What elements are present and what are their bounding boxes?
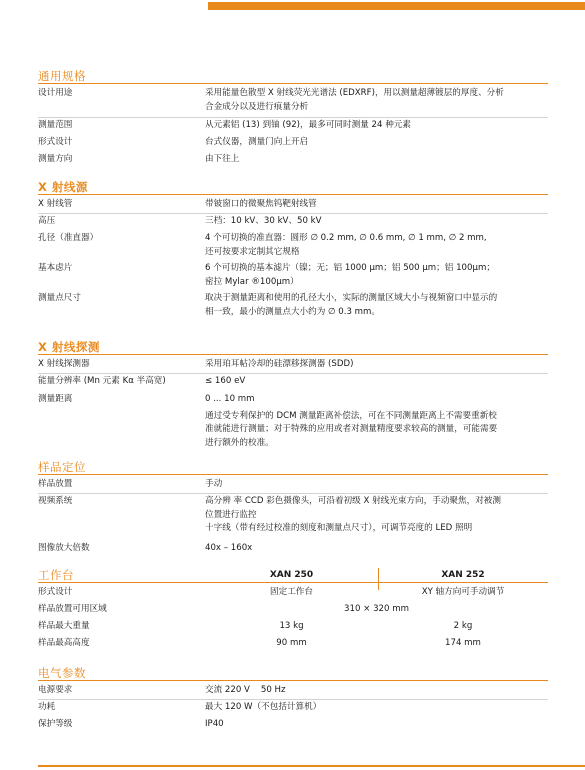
top-accent-bar	[208, 2, 585, 10]
section-general	[38, 69, 548, 170]
spec-label: 测量方向	[38, 154, 73, 164]
spec-label: 样品最高高度	[38, 638, 90, 648]
table-cell: 13 kg	[279, 621, 304, 631]
section-title: X 射线源	[38, 180, 548, 195]
spec-label: X 射线管	[38, 199, 73, 209]
spec-value: 带铍窗口的微聚焦钨靶射线管	[205, 199, 317, 209]
table-cell: 90 mm	[276, 638, 307, 648]
spec-value: 取决于测量距离和使用的孔径大小，实际的测量区域大小与视频窗口中显示的 相一致，最小的测量点大小约为 ∅ 0.3 mm。	[205, 293, 498, 317]
spec-row	[38, 701, 548, 718]
spec-label: 功耗	[38, 702, 56, 712]
table-cell: 310 × 320 mm	[344, 604, 409, 614]
spec-row	[38, 375, 548, 393]
section-xray-source	[38, 180, 548, 322]
spec-row	[38, 87, 548, 117]
spec-value: 6 个可切换的基本滤片（镍；无；铝 1000 μm；铝 500 μm；铝 100μm； 密拉 Mylar ®100μm）	[205, 263, 495, 287]
spec-label: X 射线探测器	[38, 359, 90, 369]
spec-label: 样品最大重量	[38, 621, 90, 631]
spec-value: 由下往上	[205, 154, 240, 164]
spec-value: 手动	[205, 479, 223, 489]
spec-value: IP40	[205, 719, 224, 729]
spec-row	[38, 119, 548, 136]
spec-label: 测量距离	[38, 394, 73, 404]
bottom-accent-line	[38, 765, 585, 767]
spec-row	[38, 542, 548, 557]
spec-row	[38, 215, 548, 232]
spec-value: 最大 120 W（不包括计算机）	[205, 702, 322, 712]
section-worktable	[38, 568, 548, 652]
table-row	[38, 601, 548, 618]
spec-row	[38, 262, 548, 292]
spec-row	[38, 358, 548, 373]
spec-label: 测量点尺寸	[38, 293, 81, 303]
spec-label: 测量范围	[38, 120, 73, 130]
spec-label: 能量分辨率 (Mn 元素 Kα 半高宽)	[38, 376, 166, 386]
table-cell: XY 轴方向可手动调节	[421, 587, 505, 597]
spec-value: 0 ... 10 mm 通过受专利保护的 DCM 测量距离补偿法，可在不同测量距离上不需要重新校 准就能进行测量；对于特殊的应用或者对测量精度要求较高的测量，可能需要 进行额外的校准。	[205, 394, 498, 448]
spec-row	[38, 718, 548, 735]
spec-value: 采用珀耳帖冷却的硅漂移探测器 (SDD)	[205, 359, 354, 369]
column-header-xan252: XAN 252	[441, 570, 485, 580]
spec-row	[38, 153, 548, 170]
spec-label: 高压	[38, 216, 56, 226]
table-row	[38, 618, 548, 635]
worktable-header	[38, 568, 548, 583]
table-row	[38, 584, 548, 601]
spec-label: 形式设计	[38, 587, 73, 597]
section-sample	[38, 460, 548, 557]
section-title: 样品定位	[38, 460, 548, 475]
spec-value: 三档：10 kV、30 kV、50 kV	[205, 216, 322, 226]
spec-value: 从元素铝 (13) 到铀 (92)，最多可同时测量 24 种元素	[205, 120, 411, 130]
spec-label: 孔径（准直器）	[38, 233, 99, 243]
spec-value: ≤ 160 eV	[205, 376, 246, 386]
spec-label: 形式设计	[38, 137, 73, 147]
column-header-xan250: XAN 250	[269, 570, 314, 580]
spec-row	[38, 136, 548, 153]
table-cell: 固定工作台	[270, 587, 313, 597]
spec-value: 4 个可切换的准直器：圆形 ∅ 0.2 mm, ∅ 0.6 mm, ∅ 1 mm, ∅ 2 mm, 还可按要求定制其它规格	[205, 233, 487, 257]
spec-label: 样品放置可用区域	[38, 604, 107, 614]
spec-value: 高分辨 率 CCD 彩色摄像头，可沿着初级 X 射线光束方向，手动聚焦，对被测 位置进行监控 十字线（带有经过校准的刻度和测量点尺寸），可调节亮度的 LED 照明	[205, 496, 501, 533]
spec-label: 设计用途	[38, 88, 73, 98]
table-row	[38, 635, 548, 652]
spec-row	[38, 292, 548, 322]
spec-value: 台式仪器，测量门向上开启	[205, 137, 309, 147]
spec-row	[38, 495, 548, 542]
section-title: 工作台	[38, 568, 74, 582]
column-divider	[378, 568, 379, 590]
spec-value: 采用能量色散型 X 射线荧光光谱法 (EDXRF)，用以测量超薄镀层的厚度、分析 合金成分以及进行痕量分析	[205, 88, 504, 112]
spec-label: 基本虑片	[38, 263, 73, 273]
section-electrical	[38, 666, 548, 735]
spec-row	[38, 198, 548, 213]
spec-value: 交流 220 V 50 Hz	[205, 685, 286, 695]
spec-label: 电源要求	[38, 685, 73, 695]
section-title: 通用规格	[38, 69, 548, 84]
spec-row	[38, 478, 548, 493]
section-title: X 射线探测	[38, 340, 548, 355]
section-title: 电气参数	[38, 666, 548, 681]
spec-row	[38, 393, 548, 453]
spec-label: 保护等级	[38, 719, 73, 729]
spec-label: 视频系统	[38, 496, 73, 506]
spec-label: 样品放置	[38, 479, 73, 489]
table-cell: 2 kg	[453, 621, 473, 631]
spec-label: 图像放大倍数	[38, 543, 90, 553]
table-cell: 174 mm	[445, 638, 481, 648]
section-detector	[38, 340, 548, 453]
spec-value: 40x – 160x	[205, 543, 253, 553]
spec-row	[38, 684, 548, 699]
spec-row	[38, 232, 548, 262]
